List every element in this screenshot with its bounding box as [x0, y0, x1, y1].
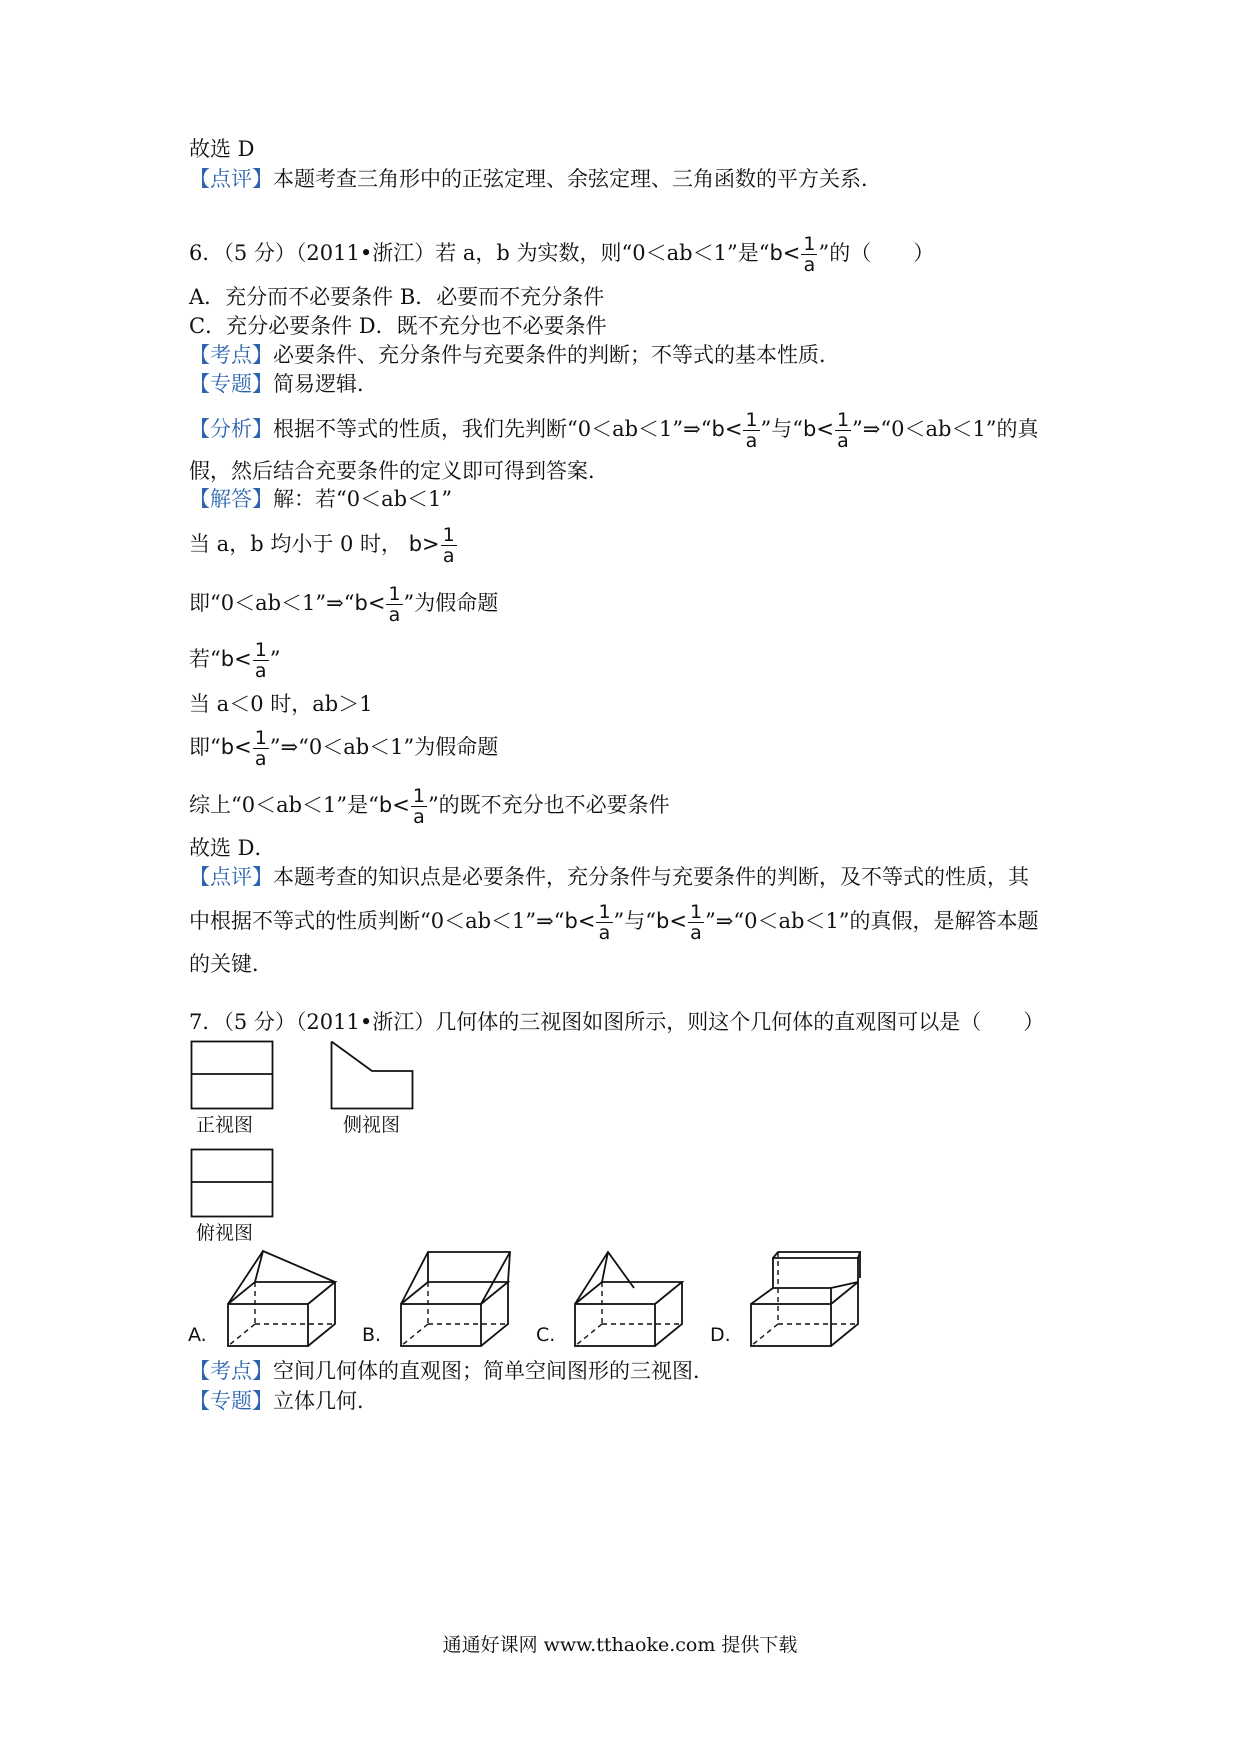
fraction: $\frac{1}{a}$	[412, 785, 425, 828]
q6-step-6: 综上“0＜ab＜1”是“b< $\frac{1}{a}$ ”的既不充分也不必要条件	[189, 785, 670, 828]
option-a-label: A.	[188, 1324, 207, 1346]
q6-step-2: 即“0＜ab＜1”⇒“b< $\frac{1}{a}$ ”为假命题	[189, 583, 499, 626]
option-a-figure	[225, 1248, 355, 1350]
option-b-label: B.	[362, 1324, 382, 1346]
q6-stem: 6．（5 分）（2011•浙江）若 a，b 为实数，则“0＜ab＜1”是“b< $\frac{1}{a}$ ”的（ ）	[189, 233, 935, 276]
fraction: $\frac{1}{a}$	[598, 901, 611, 944]
q6-kaodian: 【考点】必要条件、充分条件与充要条件的判断；不等式的基本性质．	[189, 343, 840, 367]
q6-step-3: 若“b< $\frac{1}{a}$ ”	[189, 639, 281, 682]
q6-step-5: 即“b< $\frac{1}{a}$ ”⇒“0＜ab＜1”为假命题	[189, 727, 499, 770]
fraction: $\frac{1}{a}$	[689, 901, 703, 944]
q6-step-1: 当 a，b 均小于 0 时， b> $\frac{1}{a}$	[189, 524, 455, 567]
fraction: $\frac{1}{a}$	[254, 639, 267, 682]
prev-comment	[189, 165, 882, 193]
q6-step-4: 当 a＜0 时，ab＞1	[189, 692, 373, 716]
q6-fenxi-2: 假，然后结合充要条件的定义即可得到答案．	[189, 459, 609, 483]
side-view-label: 侧视图	[343, 1114, 401, 1136]
option-d-figure	[748, 1248, 878, 1350]
fraction: $\frac{1}{a}$	[442, 524, 455, 567]
side-view-figure	[330, 1040, 415, 1112]
option-d-label: D.	[710, 1324, 731, 1346]
fraction: $\frac{1}{a}$	[745, 409, 758, 452]
q6-jieda: 【解答】解：若“0＜ab＜1”	[189, 487, 453, 511]
option-c-label: C.	[536, 1324, 556, 1346]
q7-zhuanti: 【专题】立体几何．	[189, 1389, 378, 1413]
q7-kaodian: 【考点】空间几何体的直观图；简单空间图形的三视图．	[189, 1359, 714, 1383]
fraction: $\frac{1}{a}$	[803, 233, 816, 276]
page-footer: 通通好课网 www.tthaoke.com 提供下载	[442, 1634, 798, 1656]
front-view-figure	[190, 1040, 275, 1112]
comment-text: 本题考查三角形中的正弦定理、余弦定理、三角函数的平方关系．	[273, 167, 882, 191]
top-view-label: 俯视图	[196, 1222, 254, 1244]
q6-zhuanti: 【专题】简易逻辑．	[189, 372, 378, 396]
q6-dianping-2: 中根据不等式的性质判断“0＜ab＜1”⇒“b< $\frac{1}{a}$ ”与“b< $\frac{1}{a}$ ”⇒“0＜ab＜1”的真假，是解答本题	[189, 901, 1039, 944]
front-view-label: 正视图	[196, 1114, 254, 1136]
prev-answer: 故选 D	[189, 137, 255, 161]
q6-dianping-3: 的关键．	[189, 952, 273, 976]
comment-tag: 【点评】	[189, 167, 273, 191]
fraction: $\frac{1}{a}$	[836, 409, 850, 452]
top-view-figure	[190, 1148, 275, 1220]
q7-stem: 7．（5 分）（2011•浙江）几何体的三视图如图所示，则这个几何体的直观图可以是（ ）	[189, 1010, 1045, 1034]
q6-dianping-1: 【点评】本题考查的知识点是必要条件，充分条件与充要条件的判断，及不等式的性质，其	[189, 865, 1029, 889]
q6-fenxi: 【分析】根据不等式的性质，我们先判断“0＜ab＜1”⇒“b< $\frac{1}{a}$ ”与“b< $\frac{1}{a}$ ”⇒“0＜ab＜1”的真	[189, 409, 1039, 452]
fraction: $\frac{1}{a}$	[388, 583, 401, 626]
fraction: $\frac{1}{a}$	[254, 727, 267, 770]
q6-options-ab: A．充分而不必要条件 B．必要而不充分条件	[189, 285, 605, 309]
q6-options-cd: C．充分必要条件 D．既不充分也不必要条件	[189, 314, 607, 338]
q6-answer: 故选 D．	[189, 836, 276, 860]
option-b-figure	[398, 1248, 528, 1350]
option-c-figure	[572, 1248, 702, 1350]
